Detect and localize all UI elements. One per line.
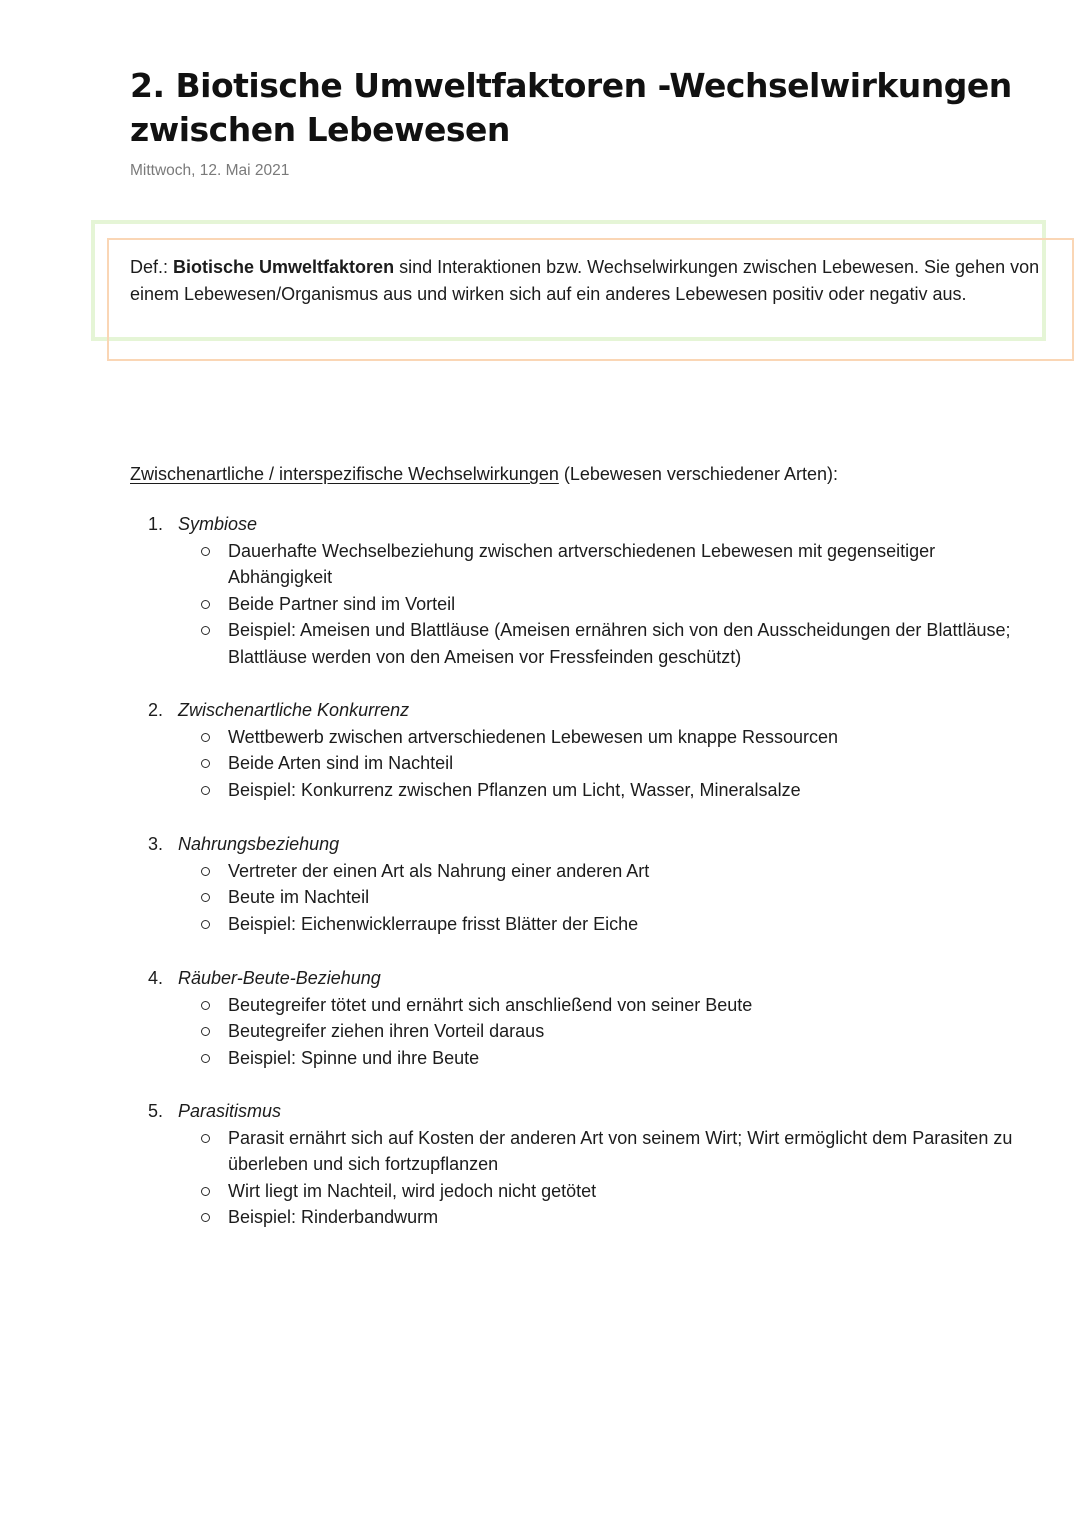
bullet-circle-icon [201,733,210,742]
item-heading [148,965,1018,992]
bullet-circle-icon [201,786,210,795]
bullet-item [148,884,1018,911]
list-item-raeuber-beute [148,965,1018,1071]
bullet-item [148,1204,1018,1231]
definition-text: sind Interaktionen bzw. Wechselwirkungen zwischen Lebewesen. Sie gehen von einem Lebewesen/Organismus aus und wirken sich auf ein anderes Lebewesen positiv oder negativ aus. [130,257,1040,304]
item-heading [148,511,1018,538]
bullet-circle-icon [201,600,210,609]
definition-term: Biotische Umweltfaktoren [173,257,395,277]
bullet-circle-icon [201,1001,210,1010]
page-title-line-2: zwischen Lebewesen [130,110,510,149]
item-title: Nahrungsbeziehung [178,834,340,854]
item-heading [148,831,1018,858]
bullet-text: Wettbewerb zwischen artverschiedenen Lebewesen um knappe Ressourcen [228,726,839,747]
bullet-item [148,1045,1018,1072]
bullet-item [148,750,1018,777]
bullet-circle-icon [201,1187,210,1196]
bullet-circle-icon [201,547,210,556]
list-item-konkurrenz [148,697,1018,803]
bullet-text: Dauerhafte Wechselbeziehung zwischen artverschiedenen Lebewesen mit gegenseitiger Abhängigkeit [228,540,936,587]
item-title: Parasitismus [178,1101,282,1121]
bullet-item [148,911,1018,938]
bullet-item [148,1125,1018,1178]
bullet-circle-icon [201,1213,210,1222]
definition-prefix: Def.: [130,257,174,277]
bullet-text: Beispiel: Rinderbandwurm [228,1207,439,1227]
section-heading [130,461,1030,487]
bullet-item [148,1178,1018,1205]
bullet-item [148,992,1018,1019]
bullet-list [148,724,1018,804]
item-number: 2. [148,700,164,720]
bullet-text: Beide Arten sind im Nachteil [228,753,454,773]
bullet-text: Wirt liegt im Nachteil, wird jedoch nicht getötet [228,1180,597,1201]
page-title-line-1: 2. Biotische Umweltfaktoren -Wechselwirkungen [130,66,1012,105]
list-item-parasitismus [148,1098,1018,1231]
item-heading [148,1098,1018,1125]
bullet-circle-icon [201,1134,210,1143]
item-title: Symbiose [178,514,258,534]
bullet-text: Beispiel: Konkurrenz zwischen Pflanzen um Licht, Wasser, Mineralsalze [228,779,801,800]
item-number: 1. [148,514,164,534]
bullet-item [148,617,1018,670]
bullet-list [148,538,1018,671]
bullet-item [148,538,1018,591]
page-title [130,64,1030,152]
bullet-circle-icon [201,626,210,635]
bullet-text: Vertreter der einen Art als Nahrung einer anderen Art [228,860,650,881]
list-item-nahrungsbeziehung [148,831,1018,937]
item-number: 5. [148,1101,164,1121]
bullet-circle-icon [201,867,210,876]
bullet-item [148,777,1018,804]
bullet-list [148,1125,1018,1231]
item-number: 3. [148,834,164,854]
bullet-item [148,724,1018,751]
bullet-circle-icon [201,759,210,768]
bullet-text: Beute im Nachteil [228,887,370,907]
bullet-text: Beide Partner sind im Vorteil [228,593,456,614]
item-title: Räuber-Beute-Beziehung [178,968,381,988]
item-number: 4. [148,968,164,988]
bullet-item [148,858,1018,885]
list-item-symbiose [148,511,1018,670]
bullet-list [148,992,1018,1072]
section-heading-underlined: Zwischenartliche / interspezifische Wechselwirkungen [130,464,559,484]
bullet-circle-icon [201,1027,210,1036]
item-title: Zwischenartliche Konkurrenz [178,700,410,720]
definition-block [130,254,1045,307]
bullet-text: Beutegreifer tötet und ernährt sich anschließend von seiner Beute [228,994,753,1015]
bullet-circle-icon [201,893,210,902]
page-date: Mittwoch, 12. Mai 2021 [130,162,290,179]
bullet-circle-icon [201,1054,210,1063]
section-heading-rest: (Lebewesen verschiedener Arten): [558,464,839,484]
bullet-item [148,591,1018,618]
bullet-text: Beispiel: Ameisen und Blattläuse (Ameisen ernähren sich von den Ausscheidungen der Blattläuse; Blattläuse werden von den Ameisen vor Fressfeinden geschützt) [228,620,1011,667]
item-heading [148,697,1018,724]
bullet-text: Parasit ernährt sich auf Kosten der anderen Art von seinem Wirt; Wirt ermöglicht dem Parasiten zu überleben und sich fortzupflanzen [228,1127,1013,1174]
bullet-text: Beutegreifer ziehen ihren Vorteil daraus [228,1021,545,1041]
bullet-text: Beispiel: Spinne und ihre Beute [228,1047,480,1068]
bullet-list [148,858,1018,938]
bullet-item [148,1018,1018,1045]
bullet-circle-icon [201,920,210,929]
bullet-text: Beispiel: Eichenwicklerraupe frisst Blätter der Eiche [228,913,639,934]
